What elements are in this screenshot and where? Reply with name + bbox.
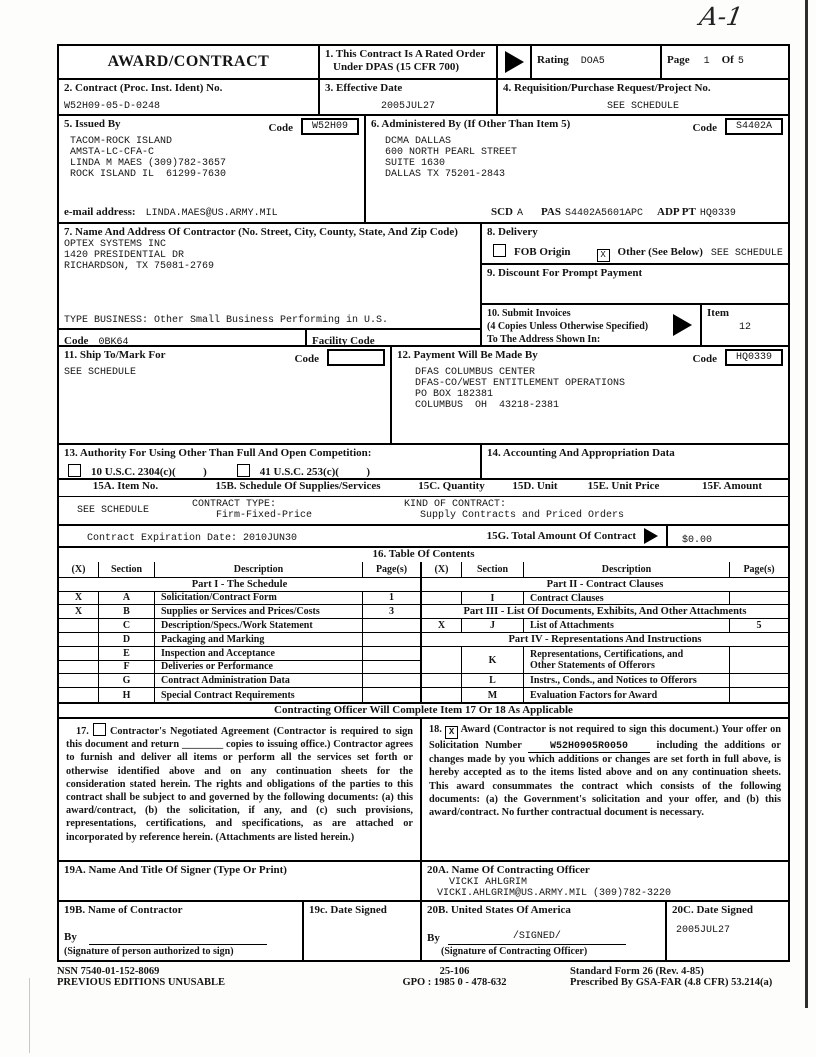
toc-page: [363, 647, 420, 660]
payment-address-line: DFAS COLUMBUS CENTER: [415, 367, 536, 378]
toc-section-letter: M: [462, 688, 524, 702]
toc-section-header: Section: [99, 562, 155, 577]
requisition-label: 4. Requisition/Purchase Request/Project No.: [503, 82, 711, 94]
page-label: Page: [667, 54, 690, 66]
delivery-label: 8. Delivery: [487, 226, 538, 238]
unit-price-header: 15E. Unit Price: [587, 480, 660, 492]
toc-section-letter: K: [462, 647, 524, 674]
toc-row-f: [59, 661, 420, 675]
page-of-label: Of: [721, 54, 734, 66]
toc-x-mark: [422, 674, 462, 687]
submit-invoices-line1: 10. Submit Invoices: [487, 308, 571, 319]
toc-x-mark: [59, 661, 99, 674]
contractor-agreement-paragraph: [66, 723, 413, 844]
toc-description: Solicitation/Contract Form: [155, 592, 363, 605]
contractor-code-label: Code: [64, 335, 89, 347]
toc-page: 5: [756, 620, 762, 632]
toc-page: [730, 592, 788, 605]
rated-order-label-line1: 1. This Contract Is A Rated Order: [325, 48, 486, 60]
toc-section-header: Section: [462, 562, 524, 577]
form-footer: [57, 966, 790, 988]
contractor-label: 7. Name And Address Of Contractor (No. Street, City, County, State, And Zip Code): [64, 226, 458, 238]
toc-description-header: Description: [524, 562, 730, 577]
supplies-header: 15B. Schedule Of Supplies/Services: [215, 480, 381, 492]
prescribed-by-note: Prescribed By GSA-FAR (4.8 CFR) 53.214(a): [570, 977, 773, 988]
toc-section-letter: G: [99, 674, 155, 687]
item-17-number: 17.: [76, 726, 89, 737]
toc-part2-title: Part II - Contract Clauses: [546, 578, 664, 590]
contract-type-label: CONTRACT TYPE:: [192, 499, 277, 510]
total-amount-label: 15G. Total Amount Of Contract: [486, 529, 636, 542]
toc-row-l: [422, 674, 788, 688]
handwritten-page-annotation: A-1: [697, 2, 745, 31]
item-no-header: 15A. Item No.: [92, 480, 159, 492]
toc-x-mark: [422, 647, 462, 674]
item-no-value: SEE SCHEDULE: [77, 505, 150, 516]
toc-description-line1: Representations, Certifications, and: [530, 649, 684, 661]
toc-row-j: [422, 619, 788, 633]
award-checkbox: X: [445, 726, 458, 739]
contractor-signature-line: [89, 933, 267, 945]
contractor-address-line: RICHARDSON, TX 75081-2769: [64, 261, 215, 272]
toc-description: Packaging and Marking: [155, 633, 363, 646]
toc-x-mark: [59, 647, 99, 660]
toc-page: [363, 619, 420, 632]
total-amount-value: $0.00: [682, 535, 713, 546]
toc-description: Contract Clauses: [524, 592, 730, 605]
issued-by-code-label: Code: [268, 122, 293, 134]
contractor-date-signed-label: 19c. Date Signed: [309, 904, 387, 916]
toc-x-mark: [59, 633, 99, 646]
previous-editions-note: PREVIOUS EDITIONS UNUSABLE: [57, 977, 226, 988]
delivery-note: SEE SCHEDULE: [710, 248, 783, 259]
toc-section-letter: B: [99, 605, 155, 618]
agreement-award-row: [59, 719, 788, 862]
toc-section-letter: H: [99, 688, 155, 702]
toc-section-letter: A: [99, 592, 155, 605]
contractor-address-line: 1420 PRESIDENTIAL DR: [64, 250, 185, 261]
toc-part1-title: Part I - The Schedule: [191, 578, 288, 590]
item-label: Item: [707, 307, 729, 319]
toc-row-k: [422, 647, 788, 675]
toc-title: 16. Table Of Contents: [372, 548, 475, 560]
toc-row-a: [59, 592, 420, 606]
form-title: AWARD/CONTRACT: [107, 53, 270, 70]
issued-by-address-line: ROCK ISLAND IL 61299-7630: [70, 169, 227, 180]
toc-page: [730, 674, 788, 687]
solicitation-number: W52H0905R0050: [528, 741, 650, 753]
ship-to-code-label: Code: [294, 353, 319, 365]
type-business-line: TYPE BUSINESS: Other Small Business Performing in U.S.: [64, 315, 389, 326]
toc-description-line2: Other Statements of Offerors: [530, 660, 655, 672]
amount-header: 15F. Amount: [701, 480, 763, 492]
toc-description: Contract Administration Data: [155, 674, 363, 687]
issued-by-address-line: AMSTA-LC-CFA-C: [70, 147, 155, 158]
contract-number-label: 2. Contract (Proc. Inst. Ident) No.: [64, 82, 223, 94]
toc-page: [730, 688, 788, 702]
other-delivery-checkbox: X: [597, 249, 610, 262]
contract-type-value: Firm-Fixed-Price: [216, 510, 313, 521]
contracting-officer-contact: VICKI.AHLGRIM@US.ARMY.MIL (309)782-3220: [437, 888, 672, 899]
signer-name-label: 19A. Name And Title Of Signer (Type Or Print): [64, 864, 287, 876]
expiration-date: Contract Expiration Date: 2010JUN30: [87, 533, 298, 544]
authority-accounting-row: [59, 445, 788, 480]
scan-edge-artifact-right: [805, 0, 808, 1008]
toc-row-d: [59, 633, 420, 647]
quantity-header: 15C. Quantity: [418, 480, 485, 492]
right-arrow-icon: [505, 51, 524, 73]
line-item-header-row: [59, 480, 788, 497]
scd-value: A: [517, 208, 524, 219]
toc-page: [363, 688, 420, 702]
contractor-by-label: By: [64, 931, 77, 943]
issued-by-address-line: LINDA M MAES (309)782-3657: [70, 158, 227, 169]
effective-date-label: 3. Effective Date: [325, 82, 403, 94]
rated-order-label-line2: Under DPAS (15 CFR 700): [333, 61, 460, 73]
scan-edge-artifact-left: [29, 978, 30, 1053]
issued-administered-row: [59, 116, 788, 224]
toc-row-h: [59, 688, 420, 702]
payment-address-line: PO BOX 182381: [415, 389, 494, 400]
toc-left-half: [59, 562, 422, 702]
contract-number-value: W52H09-05-D-0248: [64, 101, 161, 112]
toc-description: Supplies or Services and Prices/Costs: [155, 605, 363, 618]
toc-row-i: [422, 592, 788, 606]
issued-by-label: 5. Issued By: [64, 118, 121, 130]
officer-date-signed-value: 2005JUL27: [676, 925, 731, 936]
toc-page: [363, 633, 420, 646]
contractor-code-value: 0BK64: [98, 337, 129, 348]
toc-section-letter: C: [99, 619, 155, 632]
total-amount-row: [59, 526, 788, 548]
email-address-label: e-mail address:: [64, 206, 136, 218]
requisition-value: SEE SCHEDULE: [606, 101, 679, 112]
page-number: 1: [703, 56, 710, 67]
toc-row-m: [422, 688, 788, 702]
contracting-officer-name: VICKI AHLGRIM: [449, 877, 528, 888]
toc-row-e: [59, 647, 420, 661]
administered-by-line: DALLAS TX 75201-2843: [385, 169, 506, 180]
adp-pt-label: ADP PT: [657, 206, 696, 218]
ship-to-code-value: [327, 349, 385, 366]
kind-of-contract-value: Supply Contracts and Priced Orders: [420, 510, 625, 521]
gpo-number: GPO : 1985 0 - 478-632: [402, 977, 507, 988]
administered-by-line: SUITE 1630: [385, 158, 446, 169]
issued-by-code-value: W52H09: [301, 118, 359, 135]
effective-date-value: 2005JUL27: [380, 101, 435, 112]
item-17-text: Contractor's Negotiated Agreement (Contractor is required to sign this document and return ________ copies to issuing office.) Contractor agrees to furnish and deliver all items or perform all the services set forth or otherwise identified above and on any continuation sheets for the consideration stated herein. The rights and obligations of the parties to this contract shall be subject to and governed by the following documents: (a) this award/contract, (b) the solicitation, if any, and (c) such provisions, representations, certifications, and specifications, as are attached or incorporated by reference herein. (Attachments are listed herein.): [66, 726, 414, 843]
contractor-signature-note: (Signature of person authorized to sign): [64, 946, 234, 957]
contractor-delivery-row: [59, 224, 788, 347]
pas-value: S4402A5601APC: [565, 208, 644, 219]
toc-row-c: [59, 619, 420, 633]
toc-description: Evaluation Factors for Award: [524, 688, 730, 702]
toc-description: List of Attachments: [524, 619, 730, 632]
toc-x-mark: [59, 688, 99, 702]
contractor-name-label: 19B. Name of Contractor: [64, 904, 183, 916]
award-contract-form: [57, 44, 790, 962]
signature-row: [59, 902, 788, 960]
payment-label: 12. Payment Will Be Made By: [397, 349, 538, 361]
item-value: 12: [738, 322, 751, 333]
toc-description: Description/Specs./Work Statement: [155, 619, 363, 632]
contract-number-row: [59, 80, 788, 116]
administered-by-code-label: Code: [692, 122, 717, 134]
toc-pages-header: Page(s): [743, 563, 775, 575]
toc-x-mark: [422, 592, 462, 605]
administered-by-line: DCMA DALLAS: [385, 136, 452, 147]
toc-description-header: Description: [155, 562, 363, 577]
toc-section-letter: F: [99, 661, 155, 674]
submit-invoices-line3: To The Address Shown In:: [487, 334, 601, 345]
toc-x-header: (X): [422, 562, 462, 577]
co-complete-note: Contracting Officer Will Complete Item 17 Or 18 As Applicable: [274, 704, 573, 716]
usa-by-label: By: [427, 932, 440, 944]
toc-x-mark: [59, 619, 99, 632]
ship-to-value: SEE SCHEDULE: [64, 367, 137, 378]
contracting-officer-label: 20A. Name Of Contracting Officer: [427, 864, 590, 876]
item-18-text-after: including the additions or changes made by you which additions or changes are set forth in full above, is hereby accepted as to the items listed above and on any continuation sheets. This award consummates the contract which consists of the following documents: (a) the Government's solicitation and your offer, and (b) this award/contract. No further contractual document is necessary.: [429, 740, 782, 819]
shipto-payment-row: [59, 347, 788, 445]
fob-origin-label: FOB Origin: [514, 246, 571, 258]
toc-x-header: (X): [59, 562, 99, 577]
form-code: 25-106: [439, 966, 470, 977]
toc-page: [363, 674, 420, 687]
signer-officer-row: [59, 862, 788, 902]
toc-page: [730, 647, 788, 674]
toc-page: 3: [389, 606, 394, 618]
toc-x-mark: [59, 674, 99, 687]
kind-of-contract-label: KIND OF CONTRACT:: [404, 499, 507, 510]
table-of-contents: [59, 562, 788, 704]
administered-by-line: 600 NORTH PEARL STREET: [385, 147, 518, 158]
payment-address-line: DFAS-CO/WEST ENTITLEMENT OPERATIONS: [415, 378, 626, 389]
fob-origin-checkbox: [493, 244, 506, 257]
usc-253-label: 41 U.S.C. 253(c)( ): [259, 466, 371, 478]
toc-description: Special Contract Requirements: [155, 688, 363, 702]
toc-x-mark: X: [59, 605, 99, 618]
toc-x-mark: X: [59, 592, 99, 605]
payment-address-line: COLUMBUS OH 43218-2381: [415, 400, 560, 411]
accounting-label: 14. Accounting And Appropriation Data: [487, 447, 675, 459]
item-18-number: 18.: [429, 724, 442, 735]
toc-page: [363, 661, 420, 674]
facility-code-label: Facility Code: [312, 335, 375, 347]
item-18-text-before: Award (Contractor is not required to sign this document.) Your offer on Solicitation Number: [429, 724, 781, 751]
usc-253-checkbox: [237, 464, 250, 477]
submit-invoices-line2: (4 Copies Unless Otherwise Specified): [487, 321, 649, 332]
adp-pt-value: HQ0339: [699, 208, 736, 219]
toc-section-letter: E: [99, 647, 155, 660]
rating-value: DOA5: [580, 56, 605, 67]
signed-stamp: /SIGNED/: [448, 931, 626, 945]
right-arrow-icon: [673, 314, 692, 336]
rating-label: Rating: [537, 54, 569, 66]
email-address-value: LINDA.MAES@US.ARMY.MIL: [145, 208, 278, 219]
issued-by-address-line: TACOM-ROCK ISLAND: [70, 136, 173, 147]
contractor-address-line: OPTEX SYSTEMS INC: [64, 239, 167, 250]
toc-part4-title: Part IV - Representations And Instructions: [508, 633, 702, 645]
pas-label: PAS: [541, 206, 561, 218]
payment-code-label: Code: [692, 353, 717, 365]
contractor-agreement-checkbox: [93, 723, 106, 736]
toc-row-b: [59, 605, 420, 619]
toc-section-letter: D: [99, 633, 155, 646]
toc-pages-header: Page(s): [375, 563, 408, 575]
usc-2304-label: 10 U.S.C. 2304(c)( ): [91, 466, 207, 478]
toc-section-letter: L: [462, 674, 524, 687]
payment-code-value: HQ0339: [725, 349, 783, 366]
unit-header: 15D. Unit: [512, 480, 558, 492]
toc-section-letter: I: [462, 592, 524, 605]
toc-x-mark: X: [422, 619, 462, 632]
standard-form-number: Standard Form 26 (Rev. 4-85): [570, 966, 704, 977]
right-arrow-icon: [644, 528, 658, 544]
form-header-row: [59, 46, 788, 80]
toc-right-half: [422, 562, 788, 702]
ship-to-label: 11. Ship To/Mark For: [64, 349, 166, 361]
toc-description: Deliveries or Performance: [155, 661, 363, 674]
other-delivery-label: Other (See Below): [617, 246, 703, 258]
administered-by-label: 6. Administered By (If Other Than Item 5): [371, 118, 571, 130]
usa-label: 20B. United States Of America: [427, 904, 571, 916]
officer-signature-note: (Signature of Contracting Officer): [441, 946, 588, 957]
line-item-content-row: [59, 497, 788, 526]
toc-page: 1: [389, 592, 394, 604]
toc-part3-title: Part III - List Of Documents, Exhibits, And Other Attachments: [463, 606, 747, 618]
administered-by-code-value: S4402A: [725, 118, 783, 135]
toc-x-mark: [422, 688, 462, 702]
award-paragraph: [429, 723, 781, 819]
toc-row-g: [59, 674, 420, 688]
officer-date-signed-label: 20C. Date Signed: [672, 904, 753, 916]
toc-description: Instrs., Conds., and Notices to Offerors: [524, 674, 730, 687]
authority-label: 13. Authority For Using Other Than Full And Open Competition:: [64, 447, 372, 459]
nsn-number: NSN 7540-01-152-8069: [57, 966, 160, 977]
toc-section-letter: J: [462, 619, 524, 632]
discount-label: 9. Discount For Prompt Payment: [487, 267, 643, 279]
toc-description: Inspection and Acceptance: [155, 647, 363, 660]
page-total: 5: [737, 56, 744, 67]
scd-label: SCD: [491, 206, 514, 218]
usc-2304-checkbox: [68, 464, 81, 477]
